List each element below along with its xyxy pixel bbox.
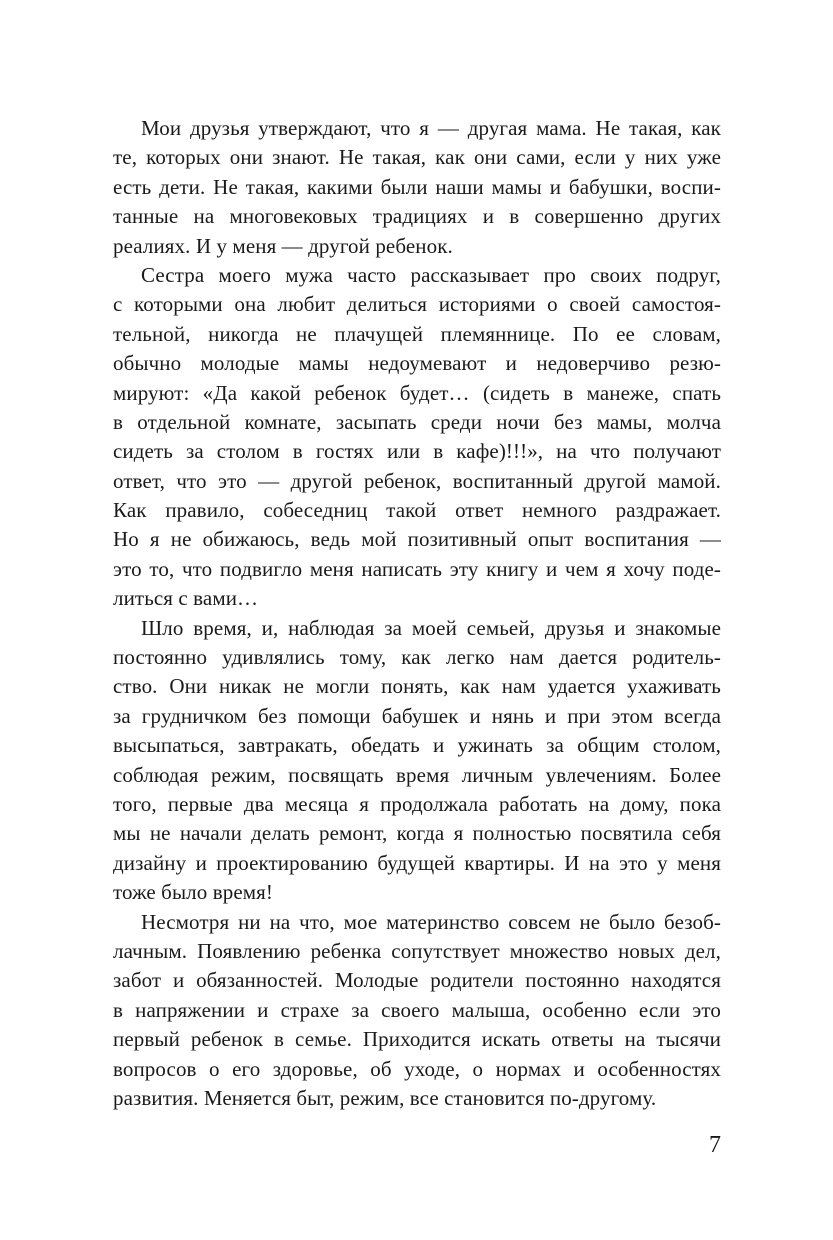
- text-line: Шло время, и, наблюдая за моей семьей, друзья и знакомые: [141, 615, 721, 640]
- text-line: Как правило, собеседниц такой ответ немного раздражает.: [113, 498, 721, 523]
- text-line: сидеть за столом в гостях или в кафе)!!!», на что получают: [113, 439, 721, 464]
- text-line: ответ, что это — другой ребенок, воспитанный другой мамой.: [113, 468, 721, 493]
- text-line: высыпаться, завтракать, обедать и ужинать за общим столом,: [113, 733, 721, 758]
- paragraph: [113, 114, 721, 261]
- text-line: развития. Меняется быт, режим, все становится по-другому.: [113, 1085, 657, 1110]
- text-line: за грудничком без помощи бабушек и нянь и при этом всегда: [113, 703, 721, 728]
- text-line: литься с вами…: [113, 586, 259, 611]
- paragraph: [113, 261, 721, 614]
- text-line: тоже было время!: [113, 880, 273, 905]
- text-line: есть дети. Не такая, какими были наши мамы и бабушки, воспи-: [113, 174, 721, 199]
- text-line: вопросов о его здоровье, об уходе, о нормах и особенностях: [113, 1056, 721, 1081]
- text-line: Сестра моего мужа часто рассказывает про своих подруг,: [141, 262, 721, 287]
- text-line: того, первые два месяца я продолжала работать на дому, пока: [113, 791, 721, 816]
- text-line: Мои друзья утверждают, что я — другая мама. Не такая, как: [141, 116, 721, 140]
- text-line: первый ребенок в семье. Приходится искать ответы на тысячи: [113, 1027, 721, 1052]
- text-line: забот и обязанностей. Молодые родители постоянно находятся: [113, 968, 721, 993]
- text-line: соблюдая режим, посвящать время личным увлечениям. Более: [113, 762, 721, 787]
- text-line: постоянно удивлялись тому, как легко нам дается родитель-: [113, 645, 721, 670]
- text-line: в напряжении и страхе за своего малыша, особенно если это: [113, 997, 721, 1022]
- text-line: мируют: «Да какой ребенок будет… (сидеть в манеже, спать: [113, 380, 721, 405]
- text-line: Но я не обижаюсь, ведь мой позитивный опыт воспитания —: [113, 527, 721, 552]
- text-line: в отдельной комнате, засыпать среди ночи без мамы, молча: [113, 409, 721, 434]
- text-block: [113, 114, 721, 1113]
- paragraph: [113, 908, 721, 1114]
- text-line: Несмотря ни на что, мое материнство совсем не было безоб-: [141, 909, 721, 934]
- text-line: лачным. Появлению ребенка сопутствует множество новых дел,: [113, 938, 721, 963]
- page-number: 7: [709, 1132, 721, 1158]
- text-line: реалиях. И у меня — другой ребенок.: [113, 233, 453, 258]
- text-line: те, которых они знают. Не такая, как они сами, если у них уже: [113, 145, 721, 170]
- text-line: обычно молодые мамы недоумевают и недоверчиво резю-: [113, 351, 721, 376]
- text-line: ство. Они никак не могли понять, как нам удается ухаживать: [113, 674, 721, 699]
- text-line: это то, что подвигло меня написать эту книгу и чем я хочу поде-: [113, 556, 721, 581]
- text-line: тельной, никогда не плачущей племяннице. По ее словам,: [113, 321, 721, 346]
- text-line: с которыми она любит делиться историями о своей самостоя-: [113, 292, 721, 317]
- text-line: танные на многовековых традициях и в совершенно других: [113, 204, 721, 229]
- text-line: дизайну и проектированию будущей квартиры. И на это у меня: [113, 850, 721, 875]
- paragraph: [113, 614, 721, 908]
- text-line: мы не начали делать ремонт, когда я полностью посвятила себя: [113, 821, 721, 846]
